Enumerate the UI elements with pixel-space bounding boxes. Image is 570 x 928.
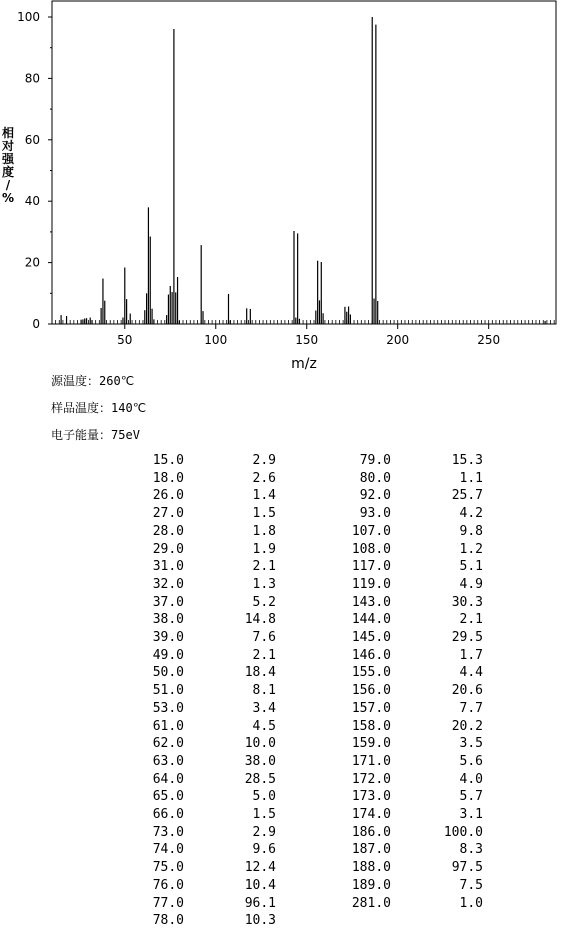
peak-mz: 189.0 (351, 877, 391, 893)
peak-mz: 172.0 (351, 771, 391, 787)
peak-mz: 92.0 (359, 488, 391, 504)
peak-mz: 76.0 (152, 877, 184, 893)
peak-intensity: 2.9 (252, 824, 276, 840)
peak-intensity: 4.5 (252, 718, 276, 734)
peak-intensity: 3.4 (252, 700, 276, 716)
peak-intensity: 97.5 (451, 860, 483, 876)
peak-intensity: 2.1 (459, 612, 483, 628)
peak-mz: 79.0 (359, 453, 391, 468)
peak-intensity: 15.3 (451, 453, 483, 468)
peak-mz: 157.0 (351, 700, 391, 716)
x-tick-label: 100 (204, 333, 228, 347)
condition-value: 75eV (111, 428, 140, 442)
peak-mz: 159.0 (351, 736, 391, 752)
peak-mz: 27.0 (152, 506, 184, 522)
peak-intensity: 96.1 (244, 895, 276, 911)
y-axis-label-char: 对 (1, 139, 14, 153)
peak-intensity: 12.4 (244, 860, 276, 876)
peak-mz: 117.0 (351, 559, 391, 575)
peak-mz: 31.0 (152, 559, 184, 575)
peak-mz: 74.0 (152, 842, 184, 858)
x-tick-label: 200 (386, 333, 410, 347)
y-tick-label: 0 (32, 317, 40, 331)
peak-intensity: 7.7 (459, 700, 483, 716)
x-minor-ticks (52, 320, 554, 324)
peak-intensity: 5.6 (459, 753, 483, 769)
peak-intensity: 4.4 (459, 665, 483, 681)
peak-mz: 39.0 (152, 630, 184, 645)
condition-value: 140℃ (111, 401, 147, 415)
peak-mz: 73.0 (152, 824, 184, 840)
condition-label: 样品温度： (51, 401, 112, 415)
peak-intensity: 5.2 (252, 594, 276, 610)
x-axis-label: m/z (291, 356, 317, 372)
x-axis (117, 324, 500, 347)
peak-mz: 32.0 (152, 576, 184, 592)
peak-intensity: 5.7 (459, 789, 483, 805)
peak-mz: 119.0 (351, 576, 391, 592)
peak-intensity: 4.2 (459, 506, 483, 522)
peak-mz: 80.0 (359, 470, 391, 486)
y-tick-label: 60 (24, 132, 40, 147)
peak-mz: 158.0 (351, 718, 391, 734)
peak-mz: 38.0 (152, 612, 184, 628)
peak-mz: 49.0 (152, 647, 184, 663)
peak-intensity: 9.6 (252, 842, 276, 858)
peak-intensity: 10.0 (244, 736, 276, 752)
peak-intensity: 4.0 (459, 771, 483, 787)
peak-intensity: 5.0 (252, 789, 276, 805)
mass-spectrum-chart (0, 0, 570, 372)
plot-frame (52, 1, 556, 324)
peak-intensity: 1.5 (252, 506, 276, 522)
spectrum-peaks (61, 17, 545, 324)
y-tick-label: 20 (24, 255, 40, 270)
condition-value: 260℃ (99, 374, 135, 388)
peak-mz: 18.0 (152, 470, 184, 486)
peak-mz: 77.0 (152, 895, 184, 911)
peak-mz: 51.0 (152, 683, 184, 699)
peak-intensity: 7.6 (252, 630, 276, 645)
y-tick-label: 100 (17, 10, 40, 24)
condition-label: 电子能量： (51, 428, 112, 442)
y-tick-label: 80 (24, 71, 40, 86)
y-axis-label-char: 强 (1, 152, 14, 166)
peak-mz: 188.0 (351, 860, 391, 876)
peak-intensity: 20.6 (451, 683, 483, 699)
condition-row (51, 401, 146, 415)
peak-mz: 37.0 (152, 594, 184, 610)
peak-intensity: 1.8 (252, 523, 276, 539)
peak-mz: 63.0 (152, 753, 184, 769)
peak-mz: 173.0 (351, 789, 391, 805)
peak-mz: 144.0 (351, 612, 391, 628)
peak-mz: 29.0 (152, 541, 184, 557)
peak-mz: 186.0 (351, 824, 391, 840)
peak-intensity: 5.1 (459, 559, 483, 575)
peak-mz: 146.0 (351, 647, 391, 663)
peak-intensity: 1.7 (459, 647, 483, 663)
peak-mz: 145.0 (351, 630, 391, 645)
peak-mz: 50.0 (152, 665, 184, 681)
peak-mz: 187.0 (351, 842, 391, 858)
peak-intensity: 3.5 (459, 736, 483, 752)
peak-mz: 61.0 (152, 718, 184, 734)
peak-intensity: 1.3 (252, 576, 276, 592)
peak-mz: 281.0 (351, 895, 391, 911)
peak-intensity: 8.3 (459, 842, 483, 858)
peak-mz: 108.0 (351, 541, 391, 557)
peak-intensity: 8.1 (252, 683, 276, 699)
peak-intensity: 1.2 (459, 541, 483, 557)
peak-mz: 174.0 (351, 807, 391, 822)
peak-intensity: 2.6 (252, 470, 276, 486)
peak-intensity: 25.7 (451, 488, 483, 504)
peak-intensity: 4.9 (459, 576, 483, 592)
peak-intensity: 20.2 (451, 718, 483, 734)
peak-mz: 62.0 (152, 736, 184, 752)
x-tick-label: 150 (295, 333, 319, 347)
peak-mz: 26.0 (152, 488, 184, 504)
condition-row (51, 428, 140, 442)
peak-intensity: 7.5 (459, 877, 483, 893)
peak-mz: 155.0 (351, 665, 391, 681)
peak-intensity: 1.1 (459, 470, 483, 486)
peak-intensity: 1.5 (252, 807, 276, 822)
peak-intensity: 1.4 (252, 488, 276, 504)
peak-intensity: 38.0 (244, 753, 276, 769)
peak-mz: 66.0 (152, 807, 184, 822)
peak-intensity: 10.4 (244, 877, 276, 893)
peak-intensity: 14.8 (244, 612, 276, 628)
condition-label: 源温度： (51, 374, 100, 388)
peak-mz: 78.0 (152, 913, 184, 928)
peak-intensity: 2.1 (252, 559, 276, 575)
x-tick-label: 50 (117, 333, 133, 347)
peak-intensity: 3.1 (459, 807, 483, 822)
y-axis (17, 10, 52, 331)
peak-mz: 171.0 (351, 753, 391, 769)
peak-intensity: 100.0 (443, 824, 483, 840)
peak-mz: 75.0 (152, 860, 184, 876)
y-axis-label-char: % (1, 191, 15, 205)
peak-intensity: 2.1 (252, 647, 276, 663)
peak-mz: 28.0 (152, 523, 184, 539)
peak-mz: 15.0 (152, 453, 184, 468)
peak-intensity: 30.3 (451, 594, 483, 610)
peak-intensity: 28.5 (244, 771, 276, 787)
peak-mz: 53.0 (152, 700, 184, 716)
y-axis-label-char: 度 (1, 165, 14, 179)
peak-mz: 107.0 (351, 523, 391, 539)
peak-mz: 93.0 (359, 506, 391, 522)
peak-mz: 143.0 (351, 594, 391, 610)
peak-intensity: 9.8 (459, 523, 483, 539)
x-tick-label: 250 (477, 333, 501, 347)
condition-row (51, 374, 134, 388)
peak-intensity: 10.3 (244, 913, 276, 928)
peak-intensity: 29.5 (451, 630, 483, 645)
peak-mz: 65.0 (152, 789, 184, 805)
peak-intensity: 18.4 (244, 665, 276, 681)
peak-mz: 156.0 (351, 683, 391, 699)
y-axis-label-char: / (5, 178, 11, 192)
peak-intensity: 1.0 (459, 895, 483, 911)
y-tick-label: 40 (24, 194, 40, 209)
peak-mz: 64.0 (152, 771, 184, 787)
peak-intensity: 1.9 (252, 541, 276, 557)
y-axis-label-char: 相 (1, 126, 14, 140)
peak-intensity: 2.9 (252, 453, 276, 468)
